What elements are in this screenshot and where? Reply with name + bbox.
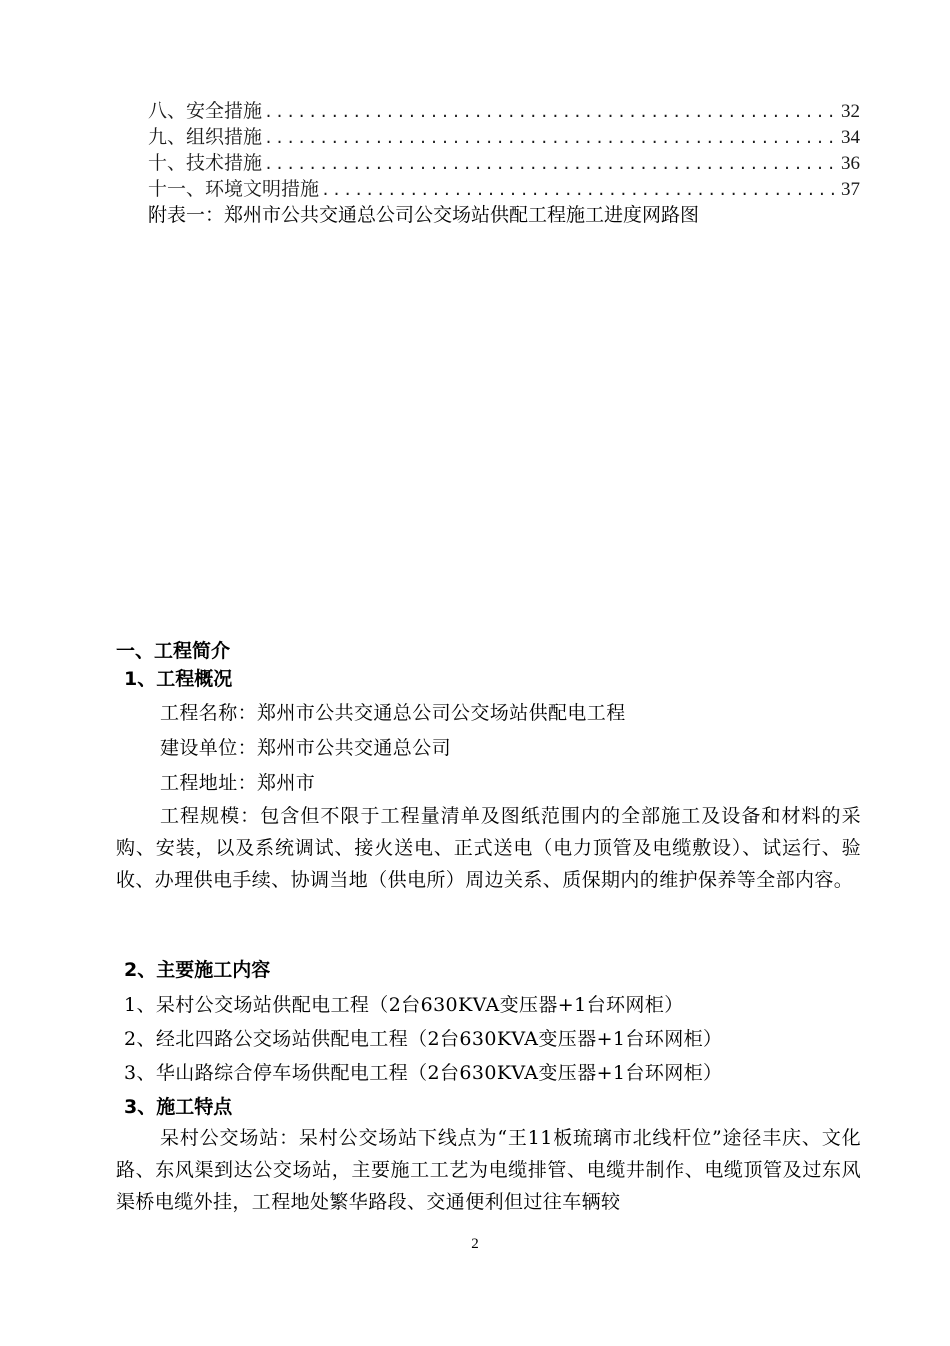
list-item: 3、华山路综合停车场供配电工程（2台630KVA变压器+1台环网柜） — [124, 1062, 723, 1084]
toc-entry[interactable] — [148, 150, 860, 176]
section-heading: 一、工程简介 — [116, 640, 231, 662]
toc-entry-page: 34 — [841, 127, 860, 148]
toc-leader-dots — [264, 125, 839, 151]
subsection-heading: 2、主要施工内容 — [124, 959, 271, 981]
list-item: 1、呆村公交场站供配电工程（2台630KVA变压器+1台环网柜） — [124, 994, 684, 1016]
construction-unit: 建设单位：郑州市公共交通总公司 — [160, 737, 452, 759]
subsection-heading: 1、工程概况 — [124, 668, 233, 690]
toc-entry[interactable] — [148, 124, 860, 150]
toc-entry-label: 十一、环境文明措施 — [148, 178, 320, 200]
page-number: 2 — [471, 1236, 479, 1252]
project-address: 工程地址：郑州市 — [160, 772, 316, 794]
toc-leader-dots — [321, 177, 839, 203]
toc-entry-label: 八、安全措施 — [148, 100, 263, 122]
toc-leader-dots — [264, 151, 839, 177]
toc-entry-label: 九、组织措施 — [148, 126, 263, 148]
table-of-contents — [148, 98, 860, 228]
toc-entry-page: 36 — [841, 153, 860, 174]
toc-entry-page: 32 — [841, 101, 860, 122]
toc-entry[interactable] — [148, 98, 860, 124]
toc-leader-dots — [264, 99, 839, 125]
toc-appendix-entry[interactable]: 附表一：郑州市公共交通总公司公交场站供配工程施工进度网路图 — [148, 204, 700, 226]
project-scale-paragraph: 工程规模：包含但不限于工程量清单及图纸范围内的全部施工及设备和材料的采购、安装，以及系统调试、接火送电、正式送电（电力顶管及电缆敷设）、试运行、验收、办理供电手续、协调当地（供电所）周边关系、质保期内的维护保养等全部内容。 — [116, 805, 861, 891]
toc-entry-page: 37 — [841, 179, 860, 200]
project-name: 工程名称：郑州市公共交通总公司公交场站供配电工程 — [160, 702, 626, 724]
toc-entry-label: 十、技术措施 — [148, 152, 263, 174]
toc-entry[interactable] — [148, 176, 860, 202]
subsection-heading: 3、施工特点 — [124, 1096, 233, 1118]
list-item: 2、经北四路公交场站供配电工程（2台630KVA变压器+1台环网柜） — [124, 1028, 723, 1050]
construction-features-paragraph: 呆村公交场站：呆村公交场站下线点为“王11板琉璃市北线杆位”途径丰庆、文化路、东风渠到达公交场站，主要施工工艺为电缆排管、电缆井制作、电缆顶管及过东风渠桥电缆外挂，工程地处繁华路段、交通便利但过往车辆较 — [116, 1127, 861, 1213]
